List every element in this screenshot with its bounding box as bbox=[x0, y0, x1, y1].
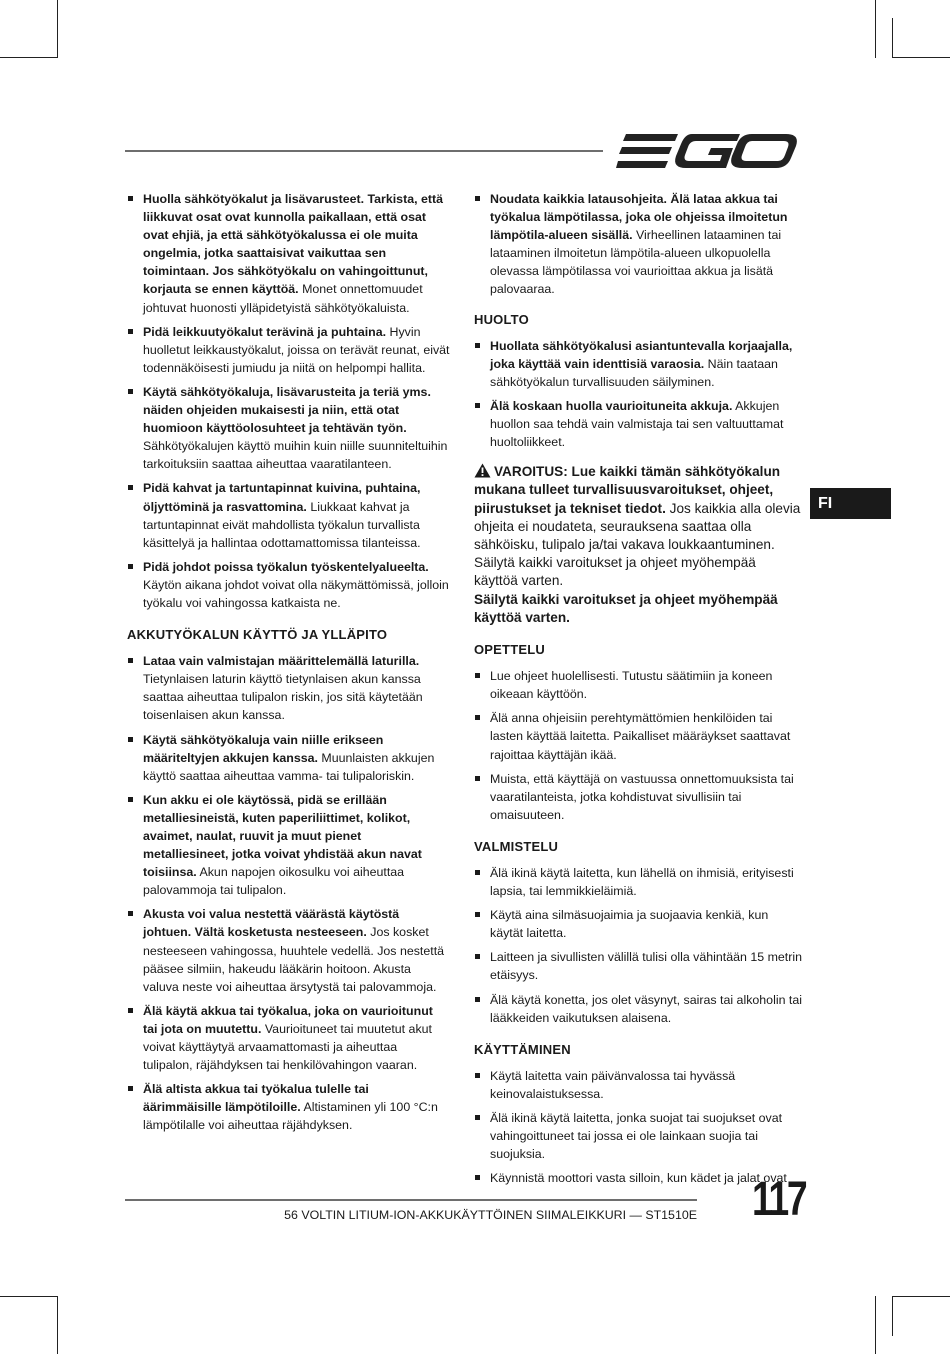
warning-text: Jos kaikkia alla olevia ohjeita ei noudateta, seurauksena saattaa olla sähköisku, tulipalo ja/tai vakava loukkaantuminen. Säilytä kaikki varoitukset ja ohjeet myöhempää käyttöä varten. bbox=[474, 500, 801, 589]
list-item: Akusta voi valua nestettä väärästä käytöstä johtuen. Vältä kosketusta nesteeseen. Jos kosket nesteeseen vahingossa, huuhtele vedellä. Jos nestettä pääsee silmiin, hakeudu lääkärin hoitoon. Akusta valuva neste voi aiheuttaa ärsytystä tai palovammoja. bbox=[127, 905, 450, 995]
right-column bbox=[474, 190, 802, 1193]
list-item: Älä ikinä käytä laitetta, jonka suojat tai suojukset ovat vahingoittuneet tai jossa ei ole lainkaan suojia tai suojuksia. bbox=[474, 1109, 802, 1163]
language-tab: FI bbox=[810, 488, 891, 519]
list-item: Käytä aina silmäsuojaimia ja suojaavia kenkiä, kun käytät laitetta. bbox=[474, 906, 802, 942]
maintenance-list bbox=[127, 190, 450, 612]
list-item: Käytä laitetta vain päivänvalossa tai hyvässä keinovalaistuksessa. bbox=[474, 1067, 802, 1103]
preparation-list bbox=[474, 864, 802, 1027]
footer-title: 56 VOLTIN LITIUM-ION-AKKUKÄYTTÖINEN SIIMALEIKKURI — ST1510E bbox=[284, 1208, 697, 1222]
operation-list bbox=[474, 1067, 802, 1188]
service-list bbox=[474, 337, 802, 452]
warning-block bbox=[474, 463, 802, 627]
list-item: Käynnistä moottori vasta silloin, kun kädet ja jalat ovat bbox=[474, 1169, 802, 1187]
crop-mark bbox=[875, 1296, 876, 1354]
crop-mark bbox=[892, 18, 893, 58]
crop-mark bbox=[57, 0, 58, 58]
list-item: Älä altista akkua tai työkalua tulelle tai äärimmäisille lämpötiloille. Altistaminen yli 100 °C:n lämpötilalle voi aiheuttaa räjähdyksen. bbox=[127, 1080, 450, 1134]
crop-mark bbox=[0, 57, 57, 58]
left-column bbox=[127, 190, 450, 1141]
warning-label: VAROITUS: bbox=[494, 464, 568, 480]
warning-triangle-icon bbox=[474, 463, 491, 478]
ego-logo bbox=[616, 132, 798, 170]
charging-list bbox=[474, 190, 802, 299]
list-item: Huollata sähkötyökalusi asiantuntevalla korjaajalla, joka käyttää vain identtisiä varaosia. Näin taataan sähkötyökalun turvallisuuden säilyminen. bbox=[474, 337, 802, 391]
section-heading-battery: AKKUTYÖKALUN KÄYTTÖ JA YLLÄPITO bbox=[127, 627, 388, 643]
list-item: Pidä johdot poissa työkalun työskentelyalueelta. Käytön aikana johdot voivat olla näkymättömissä, jolloin työkalu voi vahingossa katkaista ne. bbox=[127, 558, 450, 612]
section-heading-preparation: VALMISTELU bbox=[474, 838, 559, 854]
list-item: Muista, että käyttäjä on vastuussa onnettomuuksista tai vaaratilanteista, jotka kohdistuvat sivullisiin tai omaisuuteen. bbox=[474, 770, 802, 824]
list-item: Kun akku ei ole käytössä, pidä se erillään metalliesineistä, kuten paperiliittimet, kolikot, avaimet, naulat, ruuvit ja muut pienet metalliesineet, jotka voivat yhdistää akun navat toisiinsa. Akun napojen oikosulku voi aiheuttaa palovammoja tai tulipalon. bbox=[127, 791, 450, 900]
crop-mark bbox=[892, 57, 950, 58]
warning-bold-text: Lue kaikki tämän sähkötyökalun mukana tulleet turvallisuusvaroitukset, ohjeet, piirustukset ja tekniset tiedot. bbox=[474, 464, 781, 516]
warning-save-text: Säilytä kaikki varoitukset ja ohjeet myöhempää käyttöä varten. bbox=[474, 591, 778, 625]
list-item: Älä käytä akkua tai työkalua, joka on vaurioitunut tai jota on muutettu. Vaurioituneet tai muutetut akut voivat käyttäytyä arvaamattomasti ja aiheuttaa tulipalon, räjähdyksen tai henkilövahingon vaaran. bbox=[127, 1002, 450, 1074]
crop-mark bbox=[892, 1296, 893, 1336]
list-item: Laitteen ja sivullisten välillä tulisi olla vähintään 15 metrin etäisyys. bbox=[474, 948, 802, 984]
list-item: Älä ikinä käytä laitetta, kun lähellä on ihmisiä, erityisesti lapsia, tai lemmikkieläimiä. bbox=[474, 864, 802, 900]
footer-rule bbox=[125, 1199, 697, 1201]
list-item: Käytä sähkötyökaluja vain niille erikseen määriteltyjen akkujen kanssa. Muunlaisten akkujen käyttö saattaa aiheuttaa vamma- tai tulipaloriskin. bbox=[127, 731, 450, 785]
list-item: Huolla sähkötyökalut ja lisävarusteet. Tarkista, että liikkuvat osat ovat kunnolla paikallaan, että osat ovat ehjiä, ja että sähkötyökalussa ei ole muita ongelmia, jotka saattaisivat vaikuttaa sen toimintaan. Jos sähkötyökalu on vahingoittunut, korjauta se ennen käyttöä. Monet onnettomuudet johtuvat huonosti ylläpidetyistä sähkötyökaluista. bbox=[127, 190, 450, 317]
list-item: Älä koskaan huolla vaurioituneita akkuja. Akkujen huollon saa tehdä vain valmistaja tai sen valtuuttamat huoltoliikkeet. bbox=[474, 397, 802, 451]
crop-mark bbox=[57, 1296, 58, 1354]
list-item: Pidä kahvat ja tartuntapinnat kuivina, puhtaina, öljyttöminä ja rasvattomina. Liukkaat kahvat ja tartuntapinnat eivät mahdollista työkalun turvallista käsittelyä ja hallintaa odottamattomissa tilanteissa. bbox=[127, 479, 450, 551]
section-heading-training: OPETTELU bbox=[474, 642, 545, 658]
list-item: Pidä leikkuutyökalut terävinä ja puhtaina. Hyvin huolletut leikkaustyökalut, joissa on terävät reunat, eivät todennäköisesti jumiudu ja niitä on helpompi hallita. bbox=[127, 323, 450, 377]
page-number: 117 bbox=[752, 1173, 806, 1226]
training-list bbox=[474, 667, 802, 824]
section-heading-service: HUOLTO bbox=[474, 311, 529, 327]
list-item: Lue ohjeet huolellisesti. Tutustu säätimiin ja koneen oikeaan käyttöön. bbox=[474, 667, 802, 703]
list-item: Käytä sähkötyökaluja, lisävarusteita ja teriä yms. näiden ohjeiden mukaisesti ja niin, että otat huomioon käyttöolosuhteet ja tehtävän työn. Sähkötyökalujen käyttö muihin kuin niille suunniteltuihin tarkoituksiin saattaa aiheuttaa vaaratilanteen. bbox=[127, 383, 450, 473]
crop-mark bbox=[892, 1296, 950, 1297]
section-heading-operation: KÄYTTÄMINEN bbox=[474, 1041, 571, 1057]
list-item: Noudata kaikkia latausohjeita. Älä lataa akkua tai työkalua lämpötilassa, joka ole ohjeissa ilmoitetun lämpötila-alueen sisällä. Virheellinen lataaminen tai lataaminen ilmoitetun lämpötila-alueen ulkopuolella olevassa lämpötilassa voi vaurioittaa akkua ja lisätä palovaaraa. bbox=[474, 190, 802, 299]
list-item: Älä käytä konetta, jos olet väsynyt, sairas tai alkoholin tai lääkkeiden vaikutuksen alaisena. bbox=[474, 991, 802, 1027]
list-item: Lataa vain valmistajan määrittelemällä laturilla. Tietynlaisen laturin käyttö tietynlaisen akun kanssa saattaa aiheuttaa tulipalon riskin, jos sitä käytetään toisenlaisen akun kanssa. bbox=[127, 652, 450, 724]
crop-mark bbox=[0, 1296, 57, 1297]
header-rule bbox=[125, 150, 603, 152]
list-item: Älä anna ohjeisiin perehtymättömien henkilöiden tai lasten käyttää laitetta. Paikalliset määräykset saattavat rajoittaa käyttäjän ikää. bbox=[474, 709, 802, 763]
battery-list bbox=[127, 652, 450, 1134]
crop-mark bbox=[875, 0, 876, 58]
